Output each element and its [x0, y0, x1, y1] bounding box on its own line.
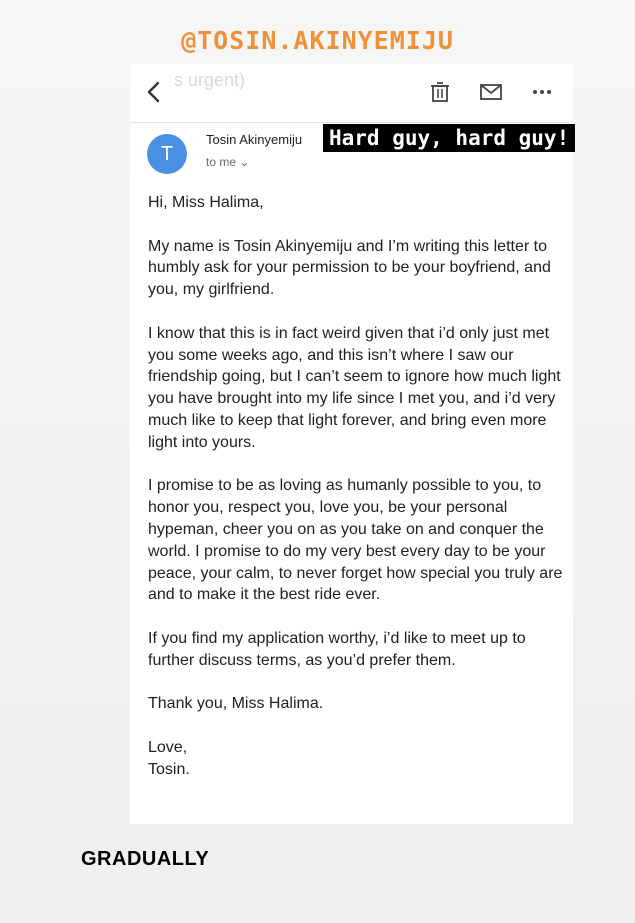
sender-name: Tosin Akinyemiju — [206, 132, 303, 147]
envelope-icon[interactable] — [479, 80, 503, 104]
trash-icon[interactable] — [428, 80, 452, 104]
email-screenshot — [130, 64, 573, 824]
email-paragraph: Hi, Miss Halima, — [148, 194, 264, 211]
email-paragraph: I promise to be as loving as humanly possible to you, to honor you, respect you, love you, be your personal hypeman, cheer you on as you take on and conquer the world. I promise to do my very best every day to be your peace, your calm, to never forget how special you truly are and to make it the best ride ever. — [148, 477, 563, 604]
story-tag: GRADUALLY — [81, 848, 210, 870]
sender-avatar[interactable]: T — [147, 134, 187, 174]
email-signature: Tosin. — [148, 760, 190, 778]
email-closing: Love, — [148, 738, 188, 756]
email-paragraph: Thank you, Miss Halima. — [148, 695, 324, 713]
ghost-subject: s urgent) — [174, 70, 246, 90]
chevron-left-icon[interactable] — [144, 78, 164, 106]
email-paragraph: I know that this is in fact weird given that i’d only just met you some weeks ago, and this isn’t where I saw our friendship going, but I can’t seem to ignore how much light you have brought into my life since I met you, and i’d very much like to keep that light forever, and bring even more light into yours. — [148, 324, 561, 451]
email-paragraph: If you find my application worthy, i’d like to meet up to further discuss terms, as you’d prefer them. — [148, 629, 526, 669]
story-caption: Hard guy, hard guy! — [323, 124, 575, 152]
more-horizontal-icon[interactable] — [530, 80, 554, 104]
recipient-toggle[interactable]: to me ⌄ — [206, 155, 250, 169]
email-paragraph: My name is Tosin Akinyemiju and I’m writing this letter to humbly ask for your permission to be your boyfriend, and you, my girlfriend. — [148, 237, 551, 299]
header-divider — [130, 122, 573, 123]
instagram-handle: @TOSIN.AKINYEMIJU — [181, 26, 454, 55]
email-body — [148, 192, 568, 781]
